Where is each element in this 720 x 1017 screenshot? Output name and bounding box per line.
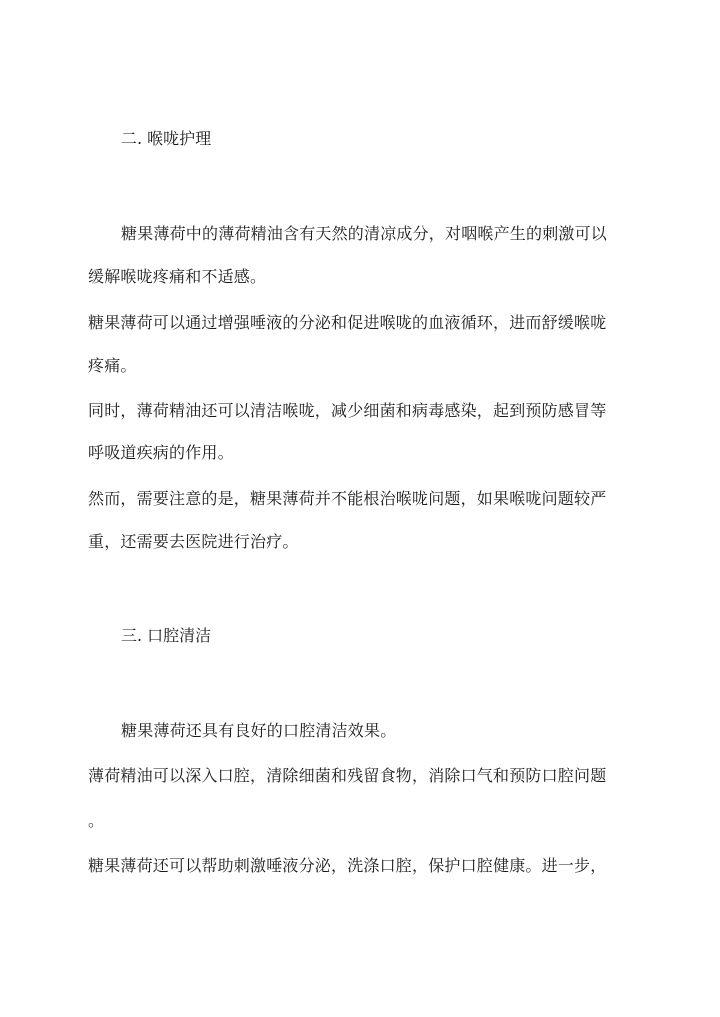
paragraph-line: 同时，薄荷精油还可以清洁喉咙，减少细菌和病毒感染，起到预防感冒等 xyxy=(88,401,607,420)
paragraph-line: 糖果薄荷还可以帮助刺激唾液分泌，洗涤口腔，保护口腔健康。进一步， xyxy=(88,856,607,875)
paragraph-line: 然而，需要注意的是，糖果薄荷并不能根治喉咙问题，如果喉咙问题较严 xyxy=(88,489,607,508)
paragraph-line: 薄荷精油可以深入口腔，清除细菌和残留食物，消除口气和预防口腔问题 xyxy=(88,766,607,785)
paragraph-line: 糖果薄荷还具有良好的口腔清洁效果。 xyxy=(121,721,397,740)
paragraph-line: 糖果薄荷中的薄荷精油含有天然的清凉成分，对咽喉产生的刺激可以 xyxy=(121,224,608,243)
section-heading-oral-cleaning: 三. 口腔清洁 xyxy=(121,626,212,645)
paragraph-line: 呼吸道疾病的作用。 xyxy=(88,443,234,462)
paragraph-line: 。 xyxy=(88,811,105,830)
paragraph-line: 缓解喉咙疼痛和不适感。 xyxy=(88,267,267,286)
paragraph-line: 疼痛。 xyxy=(88,356,137,375)
paragraph-line: 糖果薄荷可以通过增强唾液的分泌和促进喉咙的血液循环，进而舒缓喉咙 xyxy=(88,313,607,332)
paragraph-line: 重，还需要去医院进行治疗。 xyxy=(88,532,299,551)
section-heading-throat-care: 二. 喉咙护理 xyxy=(121,129,212,148)
